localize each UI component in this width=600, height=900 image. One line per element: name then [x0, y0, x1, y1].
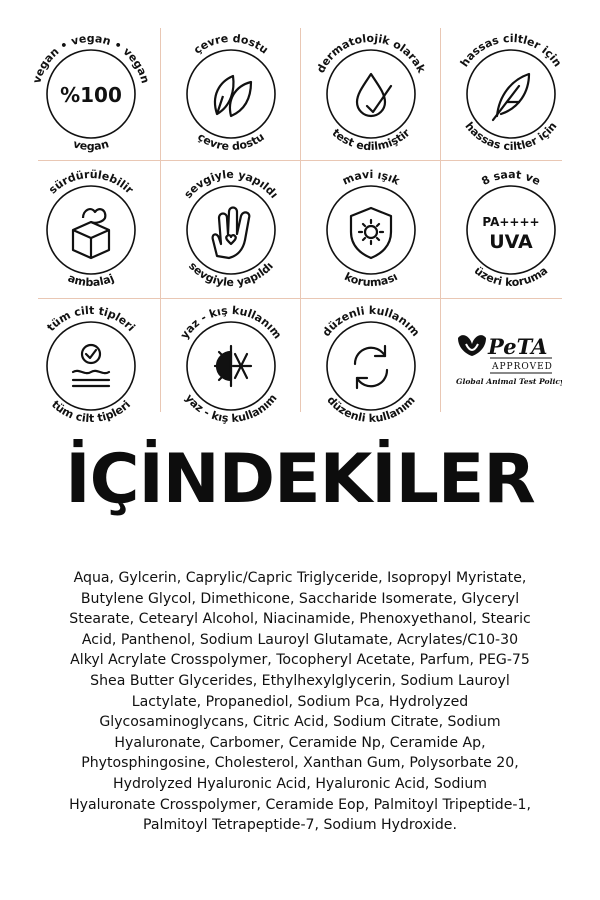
- badge-vegan: [21, 24, 161, 164]
- badge-surdurulebilir-bottom: ambalaj: [66, 271, 117, 290]
- shield-sun-icon: [351, 208, 391, 258]
- skin-check-icon: [73, 345, 109, 386]
- badge-hassas-top: hassas ciltler için: [457, 31, 565, 70]
- peta-brand-text: PeTA: [488, 334, 548, 359]
- svg-text:üzeri koruma: [472, 264, 550, 289]
- badge-cevre-bottom: çevre dostu: [195, 130, 267, 154]
- svg-text:sevgiyle yapıldı: [182, 168, 281, 201]
- svg-text:yaz - kış kullanım: [182, 392, 279, 426]
- pa-rating-text: PA++++: [482, 215, 540, 229]
- badge-surdurulebilir: [21, 160, 161, 300]
- badge-mavi-isik-top: mavi ışık: [340, 167, 402, 188]
- peta-approved-text: APPROVED: [492, 362, 553, 372]
- badge-sevgiyle-bottom: sevgiyle yapıldı: [186, 259, 276, 290]
- svg-text:mavi ışık: [340, 168, 402, 188]
- badge-sevgiyle: [161, 160, 301, 300]
- badge-yaz-kis: [161, 296, 301, 436]
- badge-yaz-kis-bottom: yaz - kış kullanım: [182, 391, 280, 426]
- svg-text:tüm cilt tipleri: [44, 304, 137, 334]
- feather-icon: [493, 74, 529, 120]
- ingredients-list: Aqua, Gylcerin, Caprylic/Capric Triglyceride, Isopropyl Myristate, Butylene Glycol, Dimethicone, Saccharide Isomerate, Glyceryl Stearate, Cetearyl Alcohol, Niacinamide, Phenoxyethanol, Stearic Acid, Panthenol, Sodium Lauroyl Glutamate, Acrylates/C10-30 Alkyl Acrylate Crosspolymer, Tocopheryl Acetate, Parfum, PEG-75 Shea Butter Glycerides, Ethylhexylglycerin, Sodium Lauroyl Lactylate, Propanediol, Sodium Pca, Hydrolyzed Glycosaminoglycans, Citric Acid, Sodium Citrate, Sodium Hyaluronate, Carbomer, Ceramide Np, Ceramide Ap, Phytosphingosine, Cholesterol, Xanthan Gum, Polysorbate 20, Hydrolyzed Hyaluronic Acid, Hyaluronic Acid, Sodium Hyaluronate Crosspolymer, Ceramide Eop, Palmitoyl Tripeptide-1, Palmitoyl Tetrapeptide-7, Sodium Hydroxide.: [69, 570, 531, 834]
- svg-text:koruması: [342, 270, 399, 289]
- badge-mavi-isik-bottom: koruması: [342, 269, 400, 290]
- badge-tum-cilt: [21, 296, 161, 436]
- peta-logo: [452, 326, 562, 406]
- badge-duzenli-bottom: düzenli kullanım: [324, 393, 418, 426]
- svg-text:sürdürülebilir: [46, 168, 136, 197]
- svg-text:çevre dostu: [195, 130, 267, 153]
- svg-text:8 saat ve: [479, 168, 542, 188]
- svg-text:vegan • vegan • vegan: [30, 32, 152, 85]
- badge-mavi-isik: [301, 160, 441, 300]
- leaf-icon: [215, 76, 251, 116]
- peta-policy-text: Global Animal Test Policy: [456, 377, 562, 386]
- badge-surdurulebilir-top: sürdürülebilir: [46, 167, 136, 197]
- badge-duzenli-top: düzenli kullanım: [319, 303, 423, 339]
- badge-cevre-dostu: [161, 24, 301, 164]
- badge-yaz-kis-top: yaz - kış kullanım: [177, 303, 285, 342]
- badge-uva: [441, 160, 581, 300]
- percent-100-text: %100: [60, 83, 122, 107]
- badge-tum-cilt-top: tüm cilt tipleri: [44, 303, 138, 334]
- badge-cevre-top: çevre dostu: [191, 31, 271, 57]
- svg-text:vegan: [72, 137, 111, 153]
- svg-text:tüm cilt tipleri: [49, 398, 133, 425]
- badge-vegan-top: vegan • vegan • vegan: [30, 31, 152, 85]
- drop-check-icon: [357, 74, 391, 116]
- badge-duzenli: [301, 296, 441, 436]
- badge-hassas: [441, 24, 581, 164]
- uva-text: UVA: [489, 231, 533, 253]
- cycle-arrows-icon: [355, 346, 387, 388]
- badge-tum-cilt-bottom: tüm cilt tipleri: [48, 397, 134, 426]
- svg-text:test edilmiştir: [329, 126, 413, 153]
- sun-snow-icon: [215, 346, 251, 386]
- bunny-icon: [458, 335, 486, 356]
- recycle-box-icon: [73, 209, 109, 258]
- badge-vegan-bottom: vegan: [71, 137, 111, 154]
- badge-dermatolojik-bottom: test edilmiştir: [329, 126, 413, 154]
- badge-hassas-bottom: hassas ciltler için: [462, 119, 560, 154]
- svg-text:hassas ciltler için: [462, 120, 559, 153]
- badge-uva-bottom: üzeri koruma: [471, 263, 551, 290]
- svg-text:dermatolojik olarak: [314, 32, 428, 76]
- badge-sevgiyle-top: sevgiyle yapıldı: [181, 167, 281, 201]
- svg-text:çevre dostu: [191, 32, 270, 57]
- hand-heart-icon: [213, 208, 250, 259]
- badge-uva-top: 8 saat ve: [479, 167, 543, 189]
- badge-dermatolojik-top: dermatolojik olarak: [314, 31, 428, 76]
- badge-dermatolojik: [301, 24, 441, 164]
- page-title: İÇİNDEKİLER: [65, 440, 535, 519]
